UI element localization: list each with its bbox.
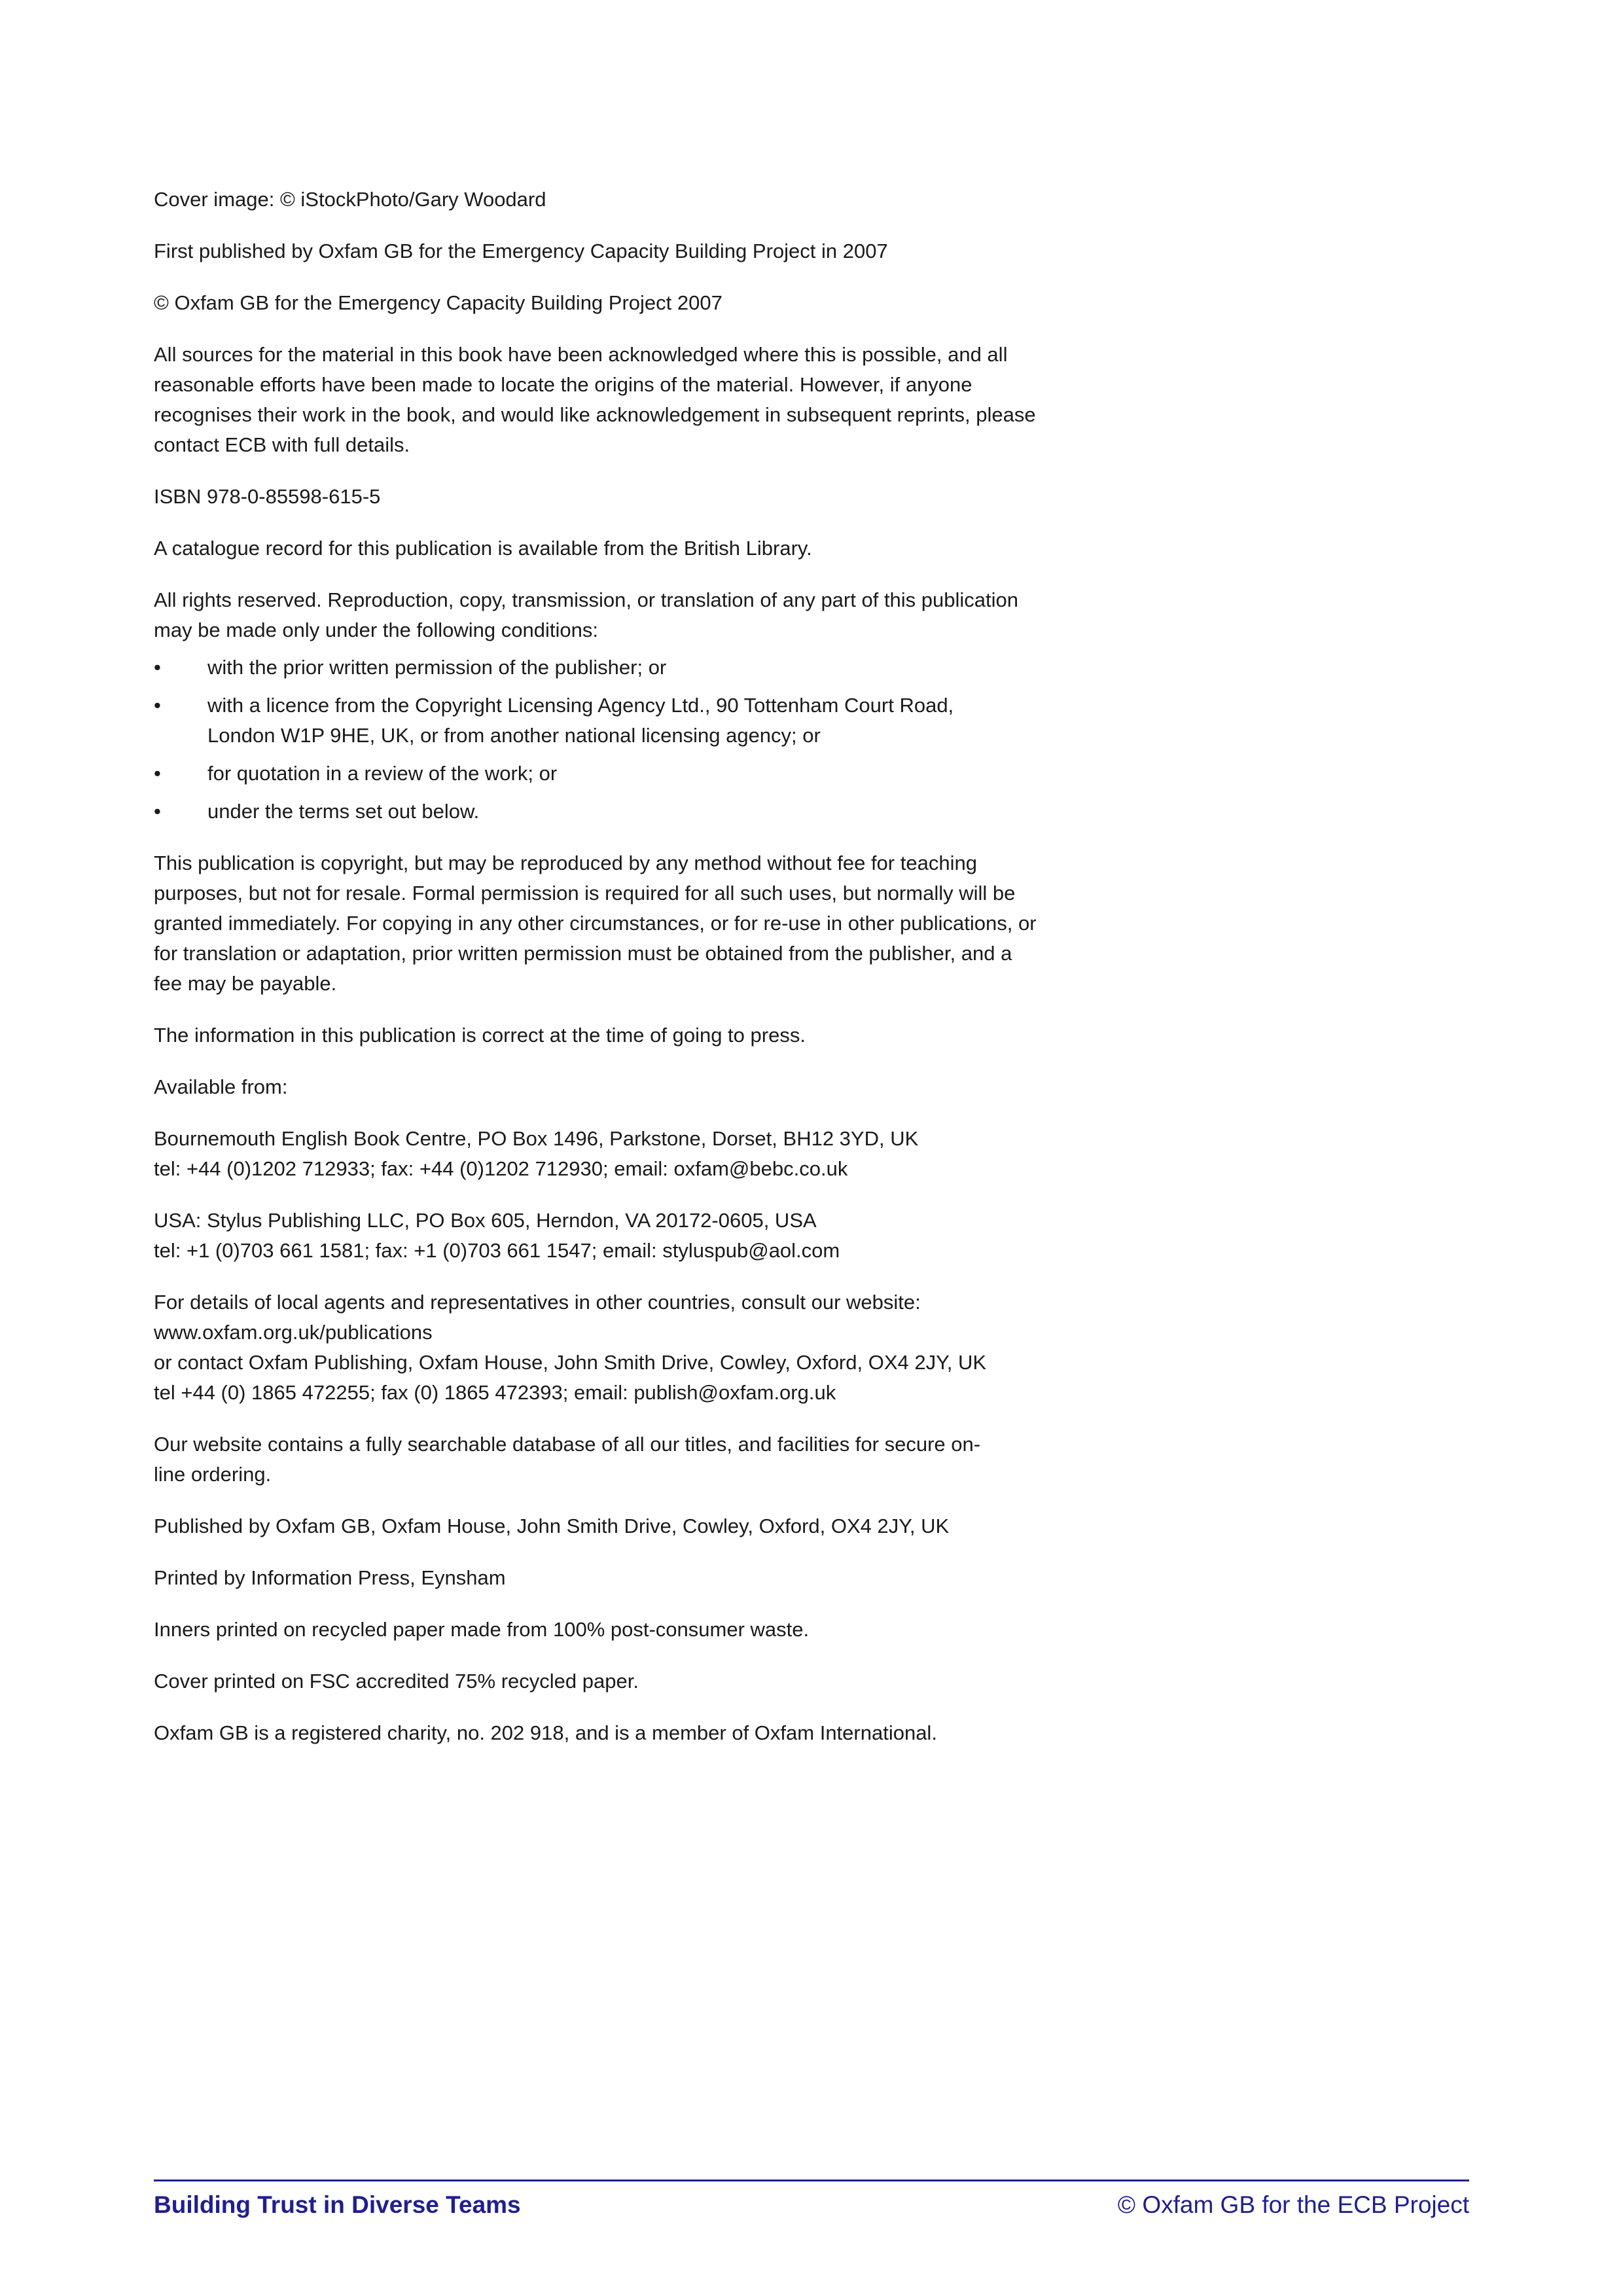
cover-printed-line: Cover printed on FSC accredited 75% recycled paper.: [154, 1670, 639, 1693]
copyright-line: © Oxfam GB for the Emergency Capacity Building Project 2007: [154, 291, 722, 314]
printed-by-line: Printed by Information Press, Eynsham: [154, 1566, 506, 1589]
sources-paragraph: All sources for the material in this book have been acknowledged where this is possible, and all reasonable efforts have been made to locate the origins of the material. However, if anyone recognises their work in the book, and would like acknowledgement in subsequent reprints, please contact ECB with full details.: [154, 343, 1036, 456]
bullet-icon: •: [154, 694, 161, 717]
bournemouth-address: Bournemouth English Book Centre, PO Box 1496, Parkstone, Dorset, BH12 3YD, UK tel: +44 (0)1202 712933; fax: +44 (0)1202 712930; email: oxfam@bebc.co.uk: [154, 1127, 919, 1180]
copyright-terms-paragraph: This publication is copyright, but may be reproduced by any method without fee for teaching purposes, but not for resale. Formal permission is required for all such uses, but normally will be granted immediately. For copying in any other circumstances, or for re-use in other publications, or for translation or adaptation, prior written permission must be obtained from the publisher, and a fee may be payable.: [154, 852, 1037, 995]
isbn-line: ISBN 978-0-85598-615-5: [154, 485, 381, 508]
footer-copyright: © Oxfam GB for the ECB Project: [1117, 2191, 1469, 2218]
list-item: [154, 759, 1037, 789]
website-paragraph: Our website contains a fully searchable database of all our titles, and facilities for secure on- line ordering.: [154, 1433, 981, 1486]
local-agents-paragraph: For details of local agents and representatives in other countries, consult our website: www.oxfam.org.uk/publications or contact Oxfam Publishing, Oxfam House, John Smith Drive, Cowley, Oxford, OX4 2JY, UK tel +44 (0) 1865 472255; fax (0) 1865 472393; email: publish@oxfam.org.uk: [154, 1291, 987, 1404]
published-by-line: Published by Oxfam GB, Oxfam House, John Smith Drive, Cowley, Oxford, OX4 2JY, UK: [154, 1515, 950, 1537]
bullet-icon: •: [154, 800, 161, 823]
bullet-icon: •: [154, 656, 161, 679]
inners-line: Inners printed on recycled paper made from 100% post-consumer waste.: [154, 1618, 810, 1641]
rights-paragraph: All rights reserved. Reproduction, copy, transmission, or translation of any part of this publication may be made only under the following conditions:: [154, 588, 1019, 641]
condition-text: with a licence from the Copyright Licensing Agency Ltd., 90 Tottenham Court Road, London W1P 9HE, UK, or from another national licensing agency; or: [207, 694, 954, 747]
footer-book-title: Building Trust in Diverse Teams: [154, 2191, 521, 2218]
bullet-icon: •: [154, 762, 161, 785]
condition-text: with the prior written permission of the publisher; or: [207, 656, 667, 679]
correct-info-line: The information in this publication is correct at the time of going to press.: [154, 1024, 806, 1047]
list-item: [154, 653, 1037, 683]
charity-line: Oxfam GB is a registered charity, no. 202 918, and is a member of Oxfam International.: [154, 1721, 937, 1744]
first-published-line: First published by Oxfam GB for the Emergency Capacity Building Project in 2007: [154, 240, 888, 262]
copyright-page-body: [154, 185, 1037, 1770]
catalogue-line: A catalogue record for this publication is available from the British Library.: [154, 537, 812, 560]
usa-address: USA: Stylus Publishing LLC, PO Box 605, Herndon, VA 20172-0605, USA tel: +1 (0)703 661 1581; fax: +1 (0)703 661 1547; email: styluspub@aol.com: [154, 1209, 840, 1262]
list-item: [154, 691, 1037, 751]
footer-divider: [154, 2179, 1469, 2181]
conditions-list: [154, 653, 1037, 827]
cover-image-credit: Cover image: © iStockPhoto/Gary Woodard: [154, 188, 546, 211]
condition-text: under the terms set out below.: [207, 800, 480, 823]
list-item: [154, 797, 1037, 827]
available-from-heading: Available from:: [154, 1075, 288, 1098]
condition-text: for quotation in a review of the work; or: [207, 762, 558, 785]
